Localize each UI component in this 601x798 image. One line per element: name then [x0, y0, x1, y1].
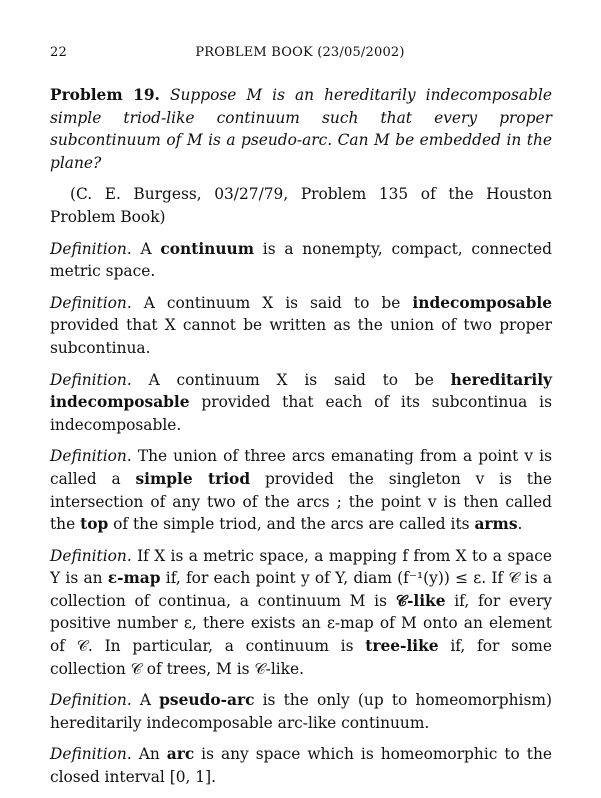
defined-term: simple triod: [135, 469, 251, 488]
definition-continuum: [50, 238, 552, 283]
definition-text: provided that each of its subcontinua is indecomposable.: [50, 393, 552, 434]
problem-reference: (C. E. Burgess, 03/27/79, Problem 135 of the Houston Problem Book): [50, 185, 552, 226]
definition-text: if, for each point y of Y, diam (f⁻¹(y)) ≤ ε. If 𝒞 is a collection of continua, a continuum M is: [50, 569, 553, 610]
definition-text: is a nonempty, compact, connected metric space.: [50, 239, 552, 281]
definition-label: Definition.: [50, 370, 132, 389]
problem-paragraph: [50, 84, 552, 174]
definition-text: A: [139, 691, 160, 710]
problem-statement: Suppose M is an hereditarily indecomposable simple triod-like continuum such that every proper subcontinuum of M is a pseudo-arc. Can M be embedded in the plane?: [50, 86, 552, 172]
defined-term: arc: [166, 745, 195, 764]
definition-text: is any space which is homeomorphic to the closed interval [0, 1].: [50, 745, 552, 787]
definition-epsilon-map: [50, 545, 552, 681]
definition-arc: [50, 743, 552, 788]
definition-simple-triod: [50, 445, 552, 535]
definition-text: if, for some collection 𝒞 of trees, M is 𝒞-like.: [50, 637, 552, 678]
page-number: 22: [50, 45, 67, 60]
definition-text: A continuum X is said to be: [143, 293, 413, 312]
defined-term: arms: [474, 515, 518, 534]
definition-text: of the simple triod, and the arcs are called its: [108, 515, 475, 534]
definition-hereditarily-indecomposable: [50, 369, 552, 437]
definition-text: An: [138, 745, 167, 764]
definition-text: if, for every positive number ε, there exists an ε-map of M onto an element of 𝒞. In particular, a continuum is: [50, 591, 552, 656]
defined-term: indecomposable: [412, 293, 552, 312]
page-content: [50, 84, 552, 798]
running-title: PROBLEM BOOK (23/05/2002): [195, 45, 405, 60]
defined-term: hereditarily indecomposable: [50, 370, 552, 412]
defined-term: continuum: [160, 239, 255, 258]
defined-term: pseudo-arc: [159, 691, 255, 710]
definition-indecomposable: [50, 292, 552, 360]
problem-label: Problem 19.: [50, 86, 160, 104]
definition-text: If X is a metric space, a mapping f from X to a space Y is an: [50, 546, 552, 588]
definition-label: Definition.: [50, 745, 132, 764]
definition-text: provided the singleton v is the intersection of any two of the arcs ; the point v is then called the: [50, 469, 552, 534]
defined-term: tree-like: [365, 637, 439, 656]
definition-text: A continuum X is said to be: [148, 370, 451, 389]
page-header: [50, 45, 550, 63]
defined-term: 𝒞-like: [395, 591, 446, 610]
definition-text: A: [140, 239, 161, 258]
definition-label: Definition.: [50, 447, 132, 466]
definition-label: Definition.: [50, 546, 132, 565]
defined-term: top: [80, 515, 109, 534]
definition-label: Definition.: [50, 239, 132, 258]
definition-text: The union of three arcs emanating from a point v is called a: [50, 447, 552, 488]
definition-text: provided that X cannot be written as the union of two proper subcontinua.: [50, 316, 552, 357]
definition-text: is the only (up to homeomorphism) hereditarily indecomposable arc-like continuum.: [50, 691, 552, 732]
defined-term: ε-map: [107, 569, 161, 588]
definition-label: Definition.: [50, 691, 132, 710]
definition-label: Definition.: [50, 293, 132, 312]
definition-text: .: [517, 515, 523, 534]
